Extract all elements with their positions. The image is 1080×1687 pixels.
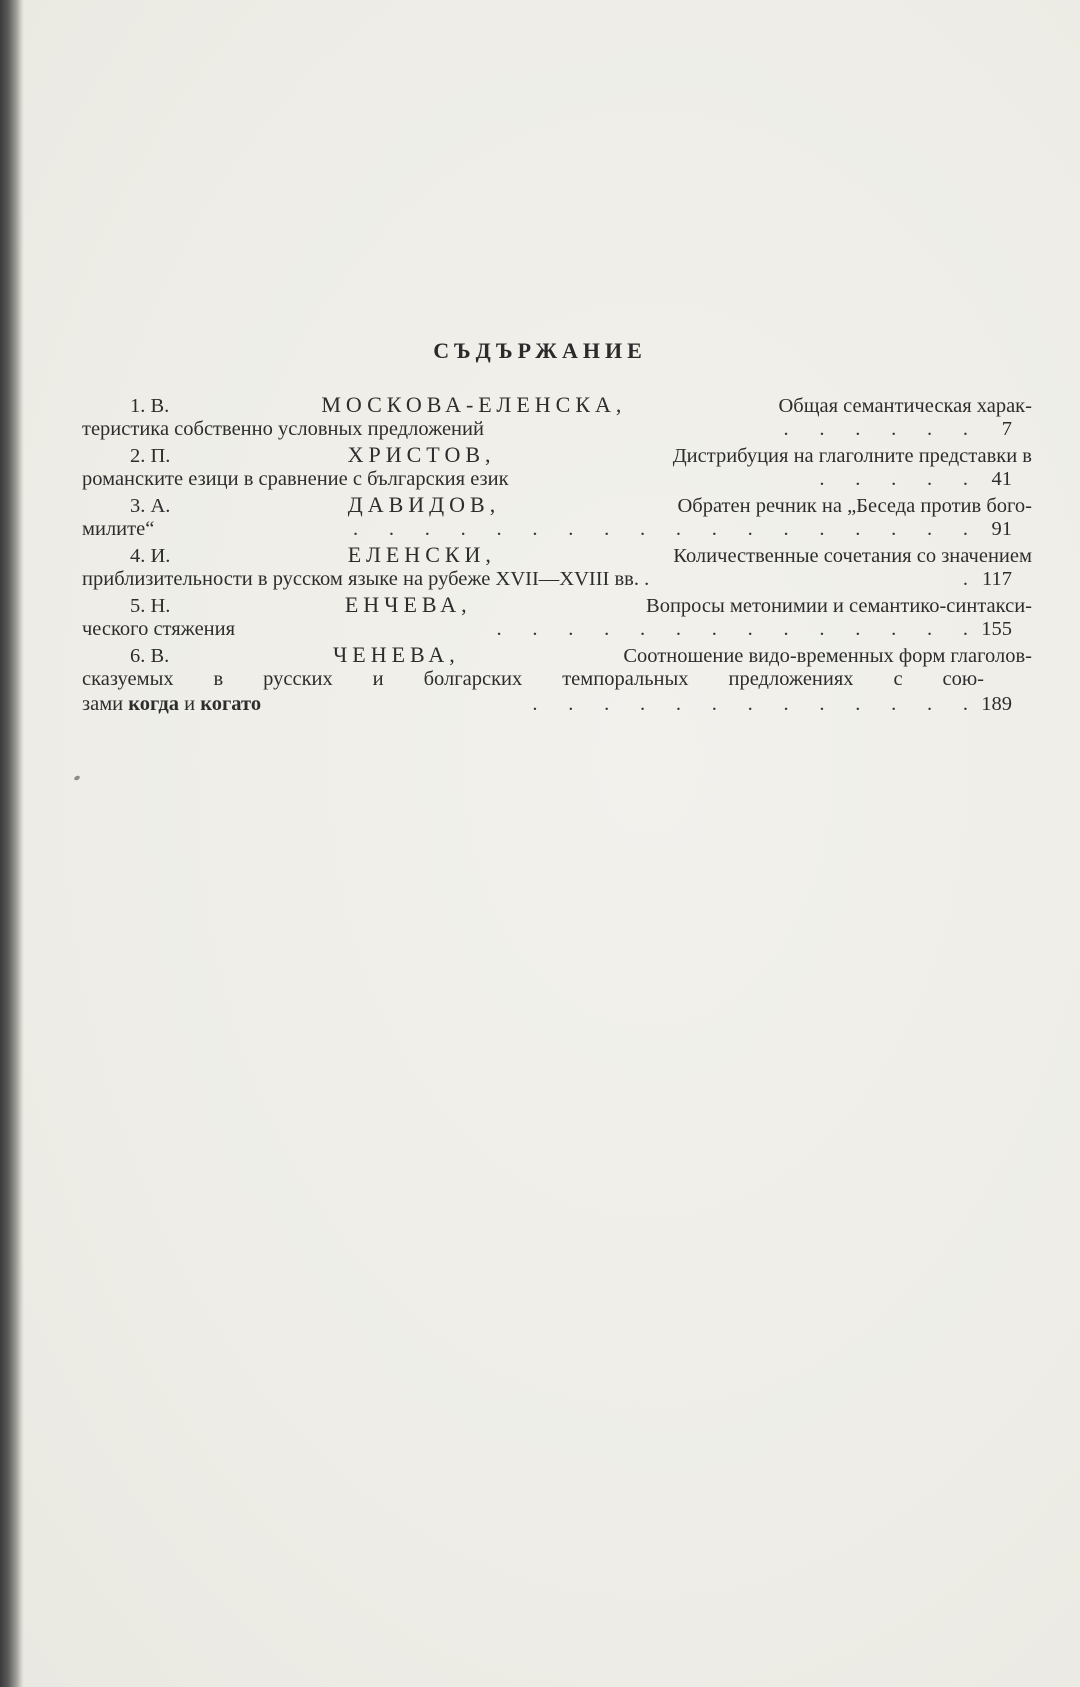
toc-entry-1 bbox=[82, 392, 1032, 442]
entry-number: 3. А. bbox=[130, 495, 171, 517]
toc-entry-1-line-1 bbox=[82, 392, 1032, 417]
entry-title-start: Дистрибуция на глаголните представки в bbox=[672, 445, 1032, 467]
entry-title-end: приблизительности в русском языке на рубеже XVII—XVIII вв. . bbox=[82, 568, 650, 590]
entry-title-start: Вопросы метонимии и семантико-синтакси- bbox=[646, 595, 1032, 617]
table-of-contents bbox=[82, 392, 1032, 717]
entry-author: МОСКОВА-ЕЛЕНСКА, bbox=[321, 392, 627, 417]
toc-entry-2-line-1 bbox=[82, 442, 1032, 467]
toc-entry-3-line-1 bbox=[82, 492, 1032, 517]
entry-number: 5. Н. bbox=[130, 595, 171, 617]
toc-entry-6-line-1 bbox=[82, 642, 1032, 667]
entry-number: 2. П. bbox=[130, 445, 171, 467]
toc-entry-2 bbox=[82, 442, 1032, 492]
entry-title-bold-word: когато bbox=[200, 693, 262, 715]
leader-dots: . . . . . . . . . . . . . bbox=[532, 693, 968, 715]
entry-author: ЧЕНЕВА, bbox=[332, 642, 460, 667]
leader-dots: . bbox=[962, 568, 968, 590]
entry-page-number: 117 bbox=[982, 568, 1012, 590]
entry-title-start: Общая семантическая харак- bbox=[778, 395, 1032, 417]
entry-title-start: Соотношение видо-временных форм глаголов- bbox=[623, 645, 1032, 667]
entry-page-number: 189 bbox=[981, 693, 1012, 715]
leader-dots: . . . . . bbox=[819, 468, 968, 490]
entry-title-end bbox=[82, 692, 261, 717]
toc-entry-4-line-1 bbox=[82, 542, 1032, 567]
entry-number: 1. В. bbox=[130, 395, 170, 417]
toc-entry-5-line-2 bbox=[82, 617, 1012, 642]
entry-page-number: 41 bbox=[991, 468, 1012, 490]
entry-number: 6. В. bbox=[130, 645, 170, 667]
entry-title-end: романските езици в сравнение с българския език bbox=[82, 468, 509, 490]
entry-title-start: Количественные сочетания со значением bbox=[673, 545, 1032, 567]
toc-entry-6-line-3 bbox=[82, 692, 1012, 717]
toc-entry-3-line-2 bbox=[82, 517, 1012, 542]
entry-number: 4. И. bbox=[130, 545, 171, 567]
toc-entry-4-line-2 bbox=[82, 567, 1012, 592]
toc-entry-5-line-1 bbox=[82, 592, 1032, 617]
entry-page-number: 7 bbox=[1001, 418, 1012, 440]
entry-author: ХРИСТОВ, bbox=[347, 442, 496, 467]
book-spine-shadow bbox=[0, 0, 24, 1687]
entry-title-word: зами bbox=[82, 693, 124, 715]
toc-entry-4 bbox=[82, 542, 1032, 592]
entry-page-number: 155 bbox=[981, 618, 1012, 640]
entry-author: ЕНЧЕВА, bbox=[344, 592, 472, 617]
toc-title: СЪДЪРЖАНИЕ bbox=[433, 338, 647, 363]
leader-dots: . . . . . . . . . . . . . . bbox=[496, 618, 968, 640]
entry-title-word: и bbox=[184, 693, 196, 715]
toc-entry-6-line-2 bbox=[82, 667, 984, 692]
entry-title-end: теристика собственно условных предложений bbox=[82, 418, 484, 440]
toc-entry-6 bbox=[82, 642, 1032, 717]
toc-entry-1-line-2 bbox=[82, 417, 1012, 442]
entry-author: ДАВИДОВ, bbox=[347, 492, 501, 517]
entry-title-start: Обратен речник на „Беседа против бого- bbox=[677, 495, 1032, 517]
entry-title-middle: сказуемых в русских и болгарских темпоральных предложениях с сою- bbox=[82, 668, 984, 690]
leader-dots: . . . . . . bbox=[783, 418, 968, 440]
entry-author: ЕЛЕНСКИ, bbox=[347, 542, 496, 567]
toc-entry-3 bbox=[82, 492, 1032, 542]
leader-dots: . . . . . . . . . . . . . . . . . . bbox=[353, 518, 968, 540]
toc-entry-5 bbox=[82, 592, 1032, 642]
entry-title-end: ческого стяжения bbox=[82, 618, 236, 640]
entry-title-bold-word: когда bbox=[128, 693, 179, 715]
entry-page-number: 91 bbox=[991, 518, 1012, 540]
toc-entry-2-line-2 bbox=[82, 467, 1012, 492]
entry-title-end: милите“ bbox=[82, 518, 155, 540]
